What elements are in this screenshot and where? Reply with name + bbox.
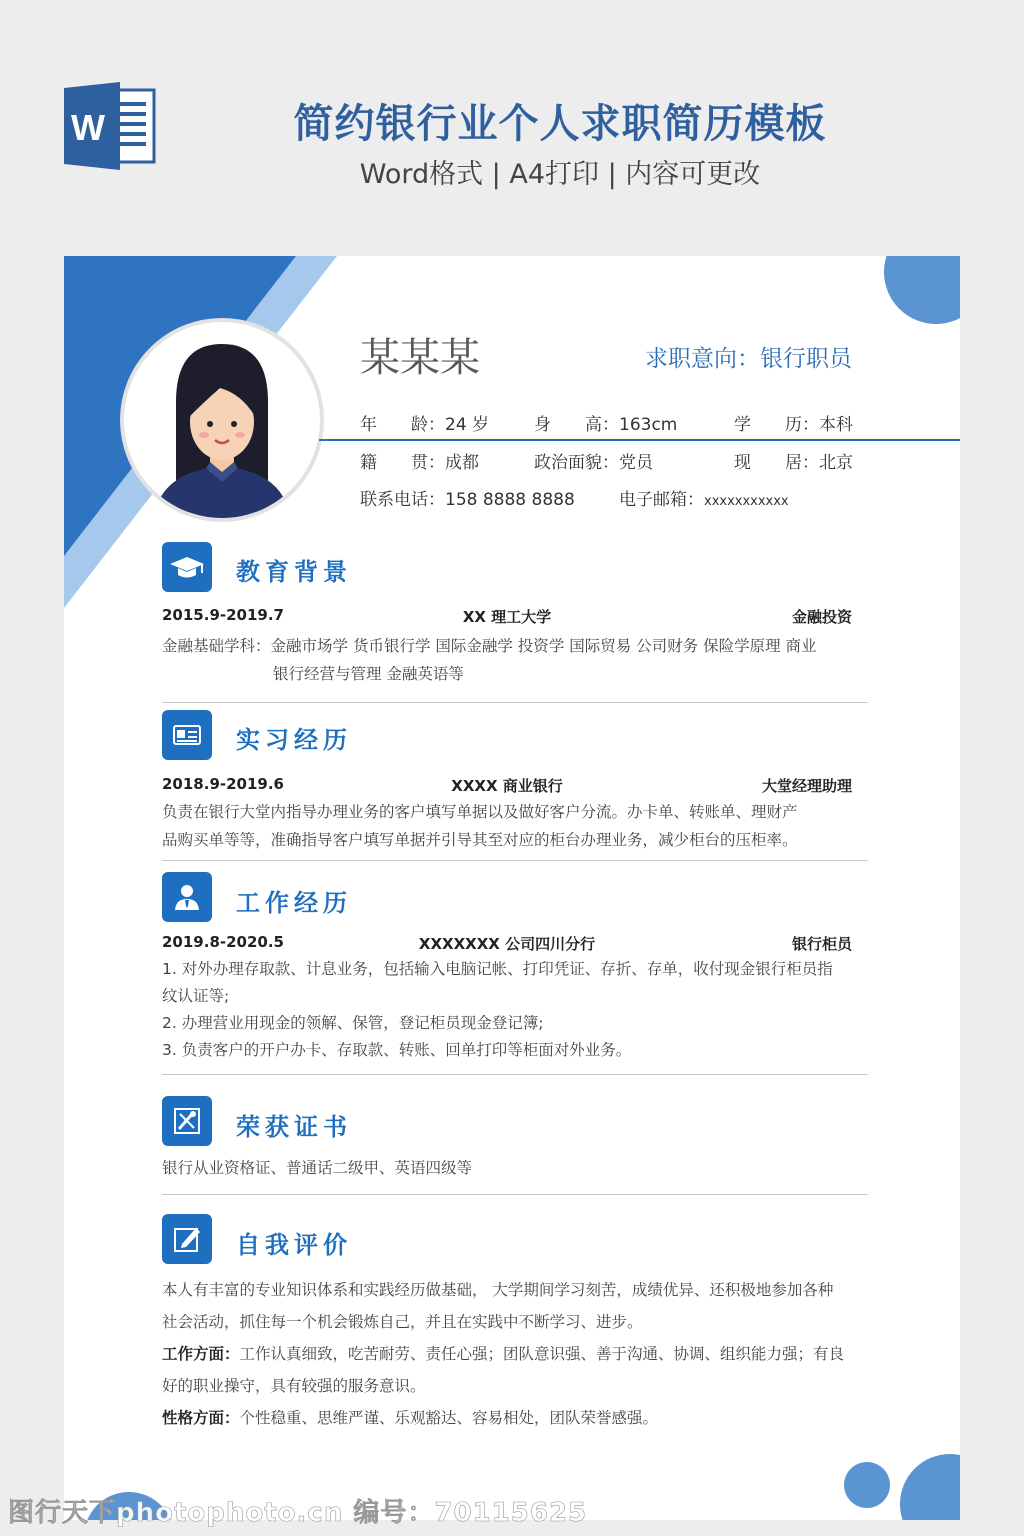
info-residence	[734, 448, 853, 473]
candidate-name: 某某某	[360, 335, 480, 381]
political-label: 政治面貌：	[534, 453, 619, 473]
section-divider	[162, 860, 868, 861]
graduation-cap-icon	[162, 542, 212, 592]
decor-circle-small	[844, 1462, 890, 1508]
section-title-education: 教育背景	[236, 558, 352, 586]
internship-desc-line-2: 品购买单等等，准确指导客户填写单据并引导其至对应的柜台办理业务，减少柜台的压柜率。	[162, 831, 798, 849]
residence-value: 北京	[819, 453, 853, 473]
email-label: 电子邮箱：	[619, 490, 704, 510]
internship-period: 2018.9-2019.6	[162, 775, 284, 793]
awards-content: 银行从业资格证、普通话二级甲、英语四级等	[162, 1159, 473, 1177]
avatar-illustration	[124, 322, 320, 518]
work-role: 银行柜员	[791, 935, 852, 953]
certificate-tools-icon	[162, 1096, 212, 1146]
resume-card	[64, 256, 960, 1520]
internship-desc-line-1: 负责在银行大堂内指导办理业务的客户填写单据以及做好客户分流。办卡单、转账单、理财产	[162, 803, 798, 821]
info-political	[534, 448, 653, 473]
word-logo	[64, 82, 156, 170]
edu-value: 本科	[819, 415, 853, 435]
page-title: 简约银行业个人求职简历模板	[293, 101, 827, 147]
courses-line-2: 银行经营与管理 金融英语等	[273, 665, 464, 683]
origin-value: 成都	[445, 453, 479, 473]
page-subtitle: Word格式 | A4打印 | 内容可更改	[359, 159, 761, 190]
courses-label: 金融基础学科：	[162, 637, 271, 655]
section-title-internship: 实习经历	[236, 726, 352, 754]
political-value: 党员	[619, 453, 653, 473]
work-aspect-line-2: 好的职业操守，具有较强的服务意识。	[162, 1377, 426, 1395]
edit-icon	[162, 1214, 212, 1264]
work-item-3: 3. 负责客户的开户办卡、存取款、转账、回单打印等柜面对外业务。	[162, 1041, 632, 1059]
section-divider	[162, 1194, 868, 1195]
work-aspect-label: 工作方面：	[162, 1345, 240, 1363]
info-education	[734, 410, 853, 435]
section-divider	[162, 1074, 868, 1075]
internship-role: 大堂经理助理	[761, 777, 852, 795]
section-title-work: 工作经历	[236, 889, 352, 917]
section-title-awards: 荣获证书	[236, 1113, 352, 1141]
residence-label: 现 居：	[734, 453, 819, 473]
section-title-self-eval: 自我评价	[236, 1231, 352, 1259]
age-value: 24 岁	[445, 415, 490, 435]
edu-label: 学 历：	[734, 415, 819, 435]
id-card-icon	[162, 710, 212, 760]
word-icon	[64, 82, 156, 170]
internship-desc	[162, 798, 862, 854]
origin-label: 籍 贯：	[360, 453, 445, 473]
character-label: 性格方面：	[162, 1409, 240, 1427]
email-value: xxxxxxxxxxx	[704, 494, 789, 509]
education-courses	[162, 632, 862, 688]
height-value: 163cm	[619, 415, 678, 435]
height-label: 身 高：	[534, 415, 619, 435]
section-divider	[162, 702, 868, 703]
work-duties	[162, 956, 862, 1064]
internship-company: XXXX 商业银行	[451, 777, 563, 795]
courses-line-1: 金融市场学 货币银行学 国际金融学 投资学 国际贸易 公司财务 保险学原理 商业	[270, 637, 817, 655]
work-item-2: 2. 办理营业用现金的领解、保管，登记柜员现金登记簿;	[162, 1014, 544, 1032]
info-email	[619, 485, 789, 510]
work-period: 2019.8-2020.5	[162, 933, 284, 951]
internship-row	[162, 775, 852, 797]
work-aspect-line-1: 工作认真细致，吃苦耐劳、责任心强；团队意识强、善于沟通、协调、组织能力强；有良	[239, 1345, 845, 1363]
work-item-1-line-2: 纹认证等;	[162, 987, 230, 1005]
education-school: XX 理工大学	[462, 608, 552, 626]
self-eval-p1-line-2: 社会活动，抓住每一个机会锻炼自己，并且在实践中不断学习、进步。	[162, 1313, 643, 1331]
work-item-1-line-1: 1. 对外办理存取款、计息业务，包括输入电脑记帐、打印凭证、存折、存单，收付现金银行柜员指	[162, 960, 833, 978]
work-company: XXXXXXX 公司四川分行	[418, 935, 596, 953]
phone-value: 158 8888 8888	[445, 490, 575, 510]
profile-divider	[319, 439, 960, 441]
phone-label: 联系电话：	[360, 490, 445, 510]
info-height	[534, 410, 677, 435]
self-eval-p1-line-1: 本人有丰富的专业知识体系和实践经历做基础， 大学期间学习刻苦，成绩优异、还积极地参加各种	[162, 1281, 834, 1299]
age-label: 年 龄：	[360, 415, 445, 435]
person-icon	[162, 872, 212, 922]
info-row-1	[360, 410, 489, 435]
svg-text:W: W	[71, 107, 105, 148]
job-intent: 求职意向：银行职员	[645, 346, 852, 372]
education-row	[162, 606, 852, 628]
character-text: 个性稳重、思维严谨、乐观豁达、容易相处，团队荣誉感强。	[239, 1409, 659, 1427]
watermark: 图行天下photophoto.cn 编号：70115625	[8, 1498, 588, 1528]
avatar	[120, 318, 324, 522]
work-row	[162, 933, 852, 955]
education-major: 金融投资	[791, 608, 852, 626]
self-eval-text	[162, 1274, 862, 1434]
education-period: 2015.9-2019.7	[162, 606, 284, 624]
info-origin	[360, 448, 479, 473]
info-phone	[360, 485, 575, 510]
